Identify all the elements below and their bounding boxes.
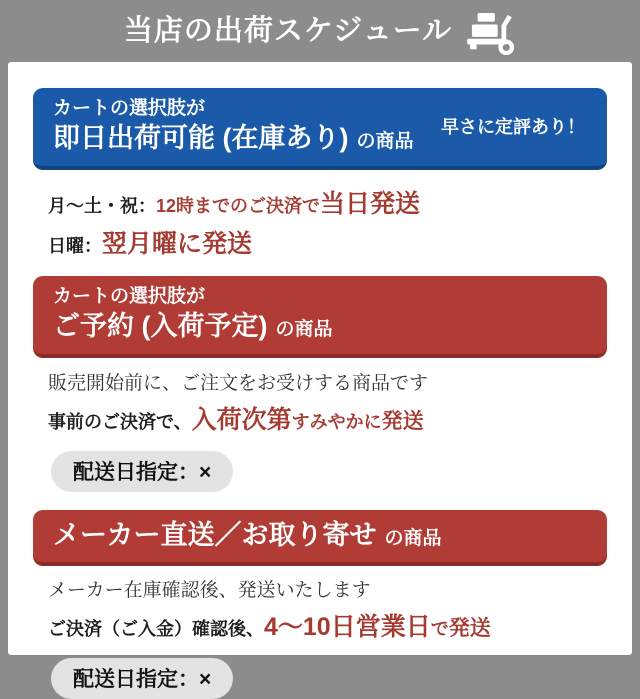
banner-text — [53, 285, 333, 343]
page-title: 当店の出荷スケジュール — [123, 14, 453, 47]
schedule-line: 日曜：翌月曜に発送 — [48, 229, 253, 258]
schedule-line: ご決済（ご入金）確認後、4〜10日営業日で発送 — [48, 612, 491, 641]
schedule-line: 月〜土・祝：12時までのご決済で当日発送 — [48, 190, 421, 218]
delivery-date-badge: 配送日指定：× — [51, 658, 233, 699]
banner-highlight: メーカー直送／お取り寄せ — [53, 520, 377, 551]
schedule-line: 販売開始前に、ご注文をお受けする商品です — [48, 373, 429, 394]
banner-highlight: 即日出荷可能 (在庫あり) — [53, 123, 349, 153]
banner-text — [53, 97, 414, 155]
page-header — [0, 0, 640, 62]
content-panel — [8, 62, 632, 692]
banner-suffix: の商品 — [384, 528, 442, 550]
preorder-details — [48, 372, 607, 492]
banner-line2 — [53, 309, 333, 343]
banner-same-day-shipping — [33, 88, 607, 170]
same-day-shipping-details — [48, 188, 607, 260]
banner-maker-direct — [33, 510, 607, 566]
banner-suffix: の商品 — [275, 319, 333, 340]
banner-side-note: 早さに定評あり！ — [441, 117, 585, 137]
schedule-line: メーカー在庫確認後、発送いたします — [48, 580, 371, 602]
banner-line2 — [53, 121, 414, 155]
schedule-line: 事前のご決済で、入荷次第すみやかに発送 — [48, 405, 424, 434]
hand-truck-icon — [466, 13, 516, 55]
maker-direct-details — [48, 579, 607, 699]
banner-preorder — [33, 276, 607, 358]
banner-line1: カートの選択肢が — [53, 98, 206, 119]
delivery-date-badge: 配送日指定：× — [51, 451, 233, 492]
banner-suffix: の商品 — [356, 131, 414, 152]
banner-line — [53, 518, 441, 552]
banner-line1: カートの選択肢が — [53, 286, 206, 307]
banner-highlight: ご予約 (入荷予定) — [53, 311, 268, 341]
